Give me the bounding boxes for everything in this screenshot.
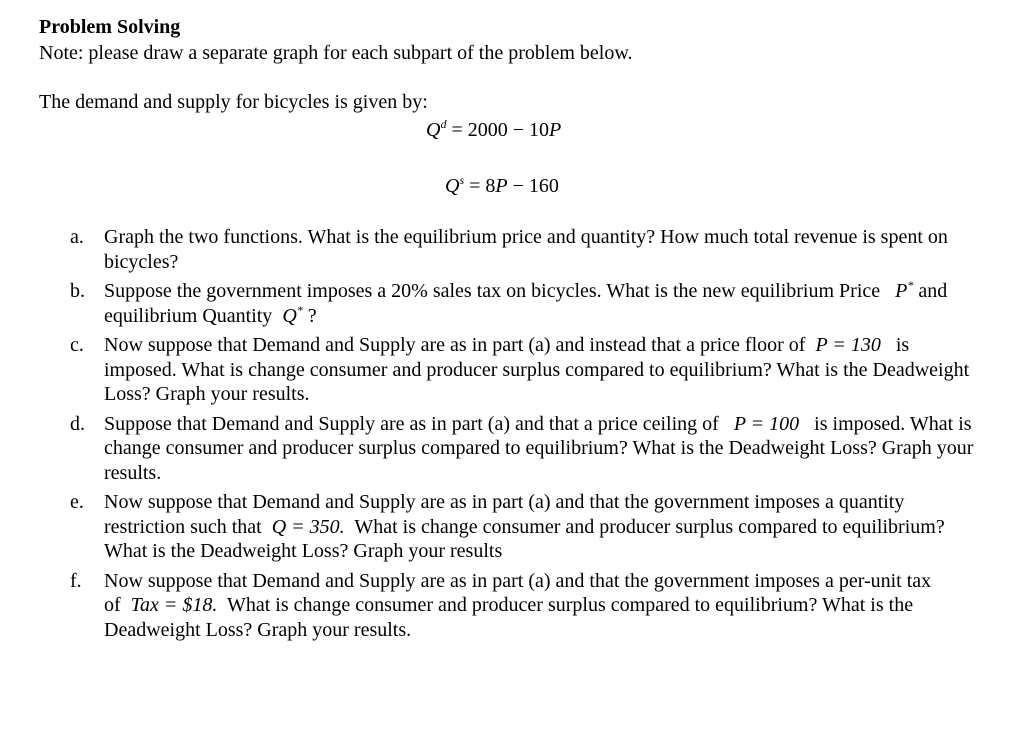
item-marker: c.: [70, 334, 84, 356]
question-item-d: [0, 412, 974, 486]
item-text-part: ?: [307, 304, 317, 327]
item-marker: e.: [70, 491, 84, 513]
instruction-note: Note: please draw a separate graph for each subpart of the problem below.: [39, 42, 633, 64]
item-text-part: Suppose that Demand and Supply are as in part (a) and that a price ceiling of: [104, 412, 719, 435]
quantity-star-symbol: [282, 302, 303, 327]
supply-price-var: P: [495, 175, 508, 197]
question-item-b: [0, 279, 974, 328]
demand-lhs: Q: [426, 119, 441, 141]
item-text-part: is imposed. What is change consumer and producer surplus compared to equilibrium? What is the Deadweight Loss? Graph your results.: [104, 334, 970, 405]
item-text: [104, 333, 974, 407]
demand-superscript: d: [440, 117, 447, 131]
item-text-part: Now suppose that Demand and Supply are as in part (a) and that the government imposes a quantity restriction such that: [104, 491, 905, 538]
question-list: [0, 225, 1024, 647]
item-text: [104, 569, 974, 643]
item-marker: f.: [70, 569, 82, 592]
item-marker: d.: [70, 412, 85, 435]
item-text-part: Suppose the government imposes a 20% sales tax on bicycles. What is the new equilibrium Price: [104, 280, 881, 302]
item-text-part: Now suppose that Demand and Supply are as in part (a) and instead that a price floor of: [104, 334, 806, 356]
item-marker: a.: [70, 226, 84, 248]
item-text: [104, 412, 974, 486]
intro-text: The demand and supply for bicycles is given by:: [39, 91, 428, 113]
math-superscript: *: [907, 278, 914, 292]
item-text-part: What is change consumer and producer surplus compared to equilibrium? What is the Deadweight Loss? Graph your results.: [104, 594, 914, 641]
quantity-restriction-math: Q = 350.: [271, 515, 345, 538]
math-var: P: [895, 280, 908, 302]
demand-equation: [426, 117, 561, 143]
question-item-a: [0, 225, 974, 274]
price-floor-math: P = 130: [815, 334, 881, 356]
item-text-part: What is change consumer and producer surplus compared to equilibrium? What is the Deadweight Loss? Graph your results: [104, 515, 945, 562]
item-text-part: is imposed. What is change consumer and producer surplus compared to equilibrium? What is the Deadweight Loss? Graph your results.: [104, 412, 974, 484]
supply-equation: [445, 173, 559, 199]
section-heading: Problem Solving: [39, 16, 181, 38]
item-text-part: and equilibrium Quantity: [104, 280, 948, 327]
demand-price-var: P: [549, 119, 562, 141]
supply-superscript: s: [459, 173, 465, 187]
math-var: Q: [282, 304, 297, 327]
supply-rhs: = 8: [464, 175, 496, 197]
item-marker: b.: [70, 280, 85, 302]
question-item-e: [0, 490, 974, 564]
item-text: Graph the two functions. What is the equilibrium price and quantity? How much total revenue is spent on bicycles?: [104, 226, 948, 273]
item-text: [104, 490, 974, 564]
item-text-part: Now suppose that Demand and Supply are as in part (a) and that the government imposes a per-unit tax of: [104, 569, 932, 616]
demand-rhs: = 2000 − 10: [446, 119, 550, 141]
supply-lhs: Q: [445, 175, 460, 197]
supply-tail: − 160: [507, 175, 559, 197]
per-unit-tax-math: Tax = $18.: [130, 594, 218, 616]
item-text: [104, 279, 974, 328]
math-superscript: *: [296, 302, 303, 317]
question-item-c: [0, 333, 974, 407]
price-ceiling-math: P = 100: [733, 412, 800, 435]
price-star-symbol: [895, 280, 913, 302]
question-item-f: [0, 569, 974, 643]
